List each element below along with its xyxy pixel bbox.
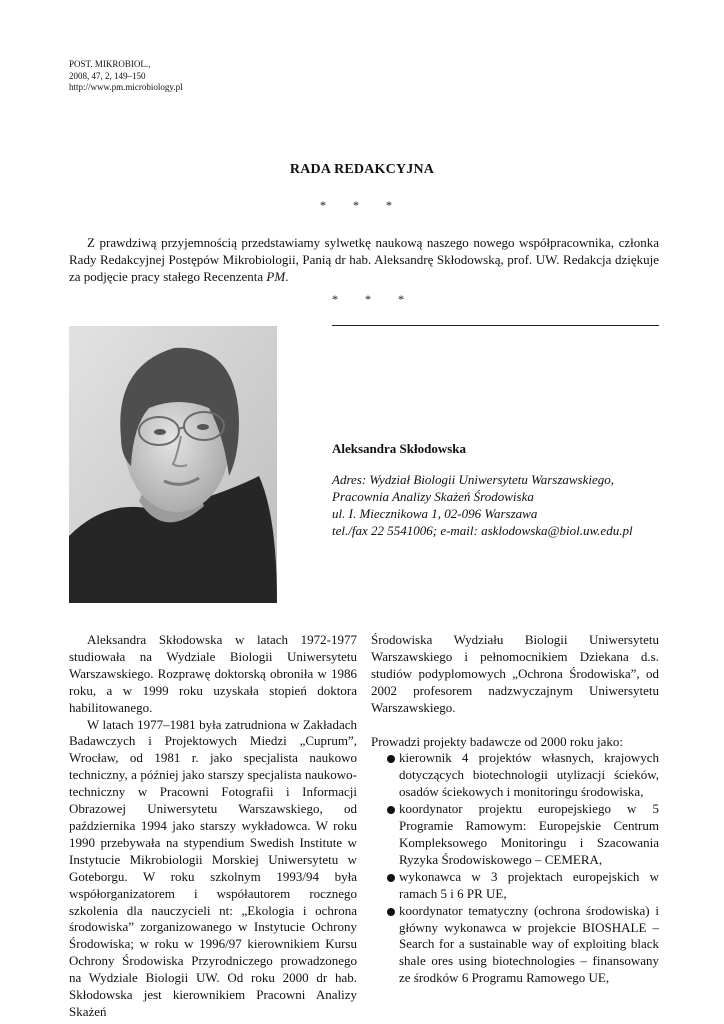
projects-intro: Prowadzi projekty badawcze od 2000 roku jako: <box>371 733 623 749</box>
journal-issue: 2008, 47, 2, 149–150 <box>69 70 146 81</box>
bullet-icon <box>387 806 395 814</box>
portrait-illustration <box>69 326 277 603</box>
bullet-icon <box>387 908 395 916</box>
page-title: RADA REDAKCYJNA <box>289 162 435 177</box>
address-line: Pracownia Analizy Skażeń Środowiska <box>332 489 534 504</box>
address-line: ul. I. Miecznikowa 1, 02-096 Warszawa <box>332 506 538 521</box>
address-line: Adres: Wydział Biologii Uniwersytetu Warszawskiego, <box>332 472 615 487</box>
intro-paragraph <box>69 234 659 285</box>
intro-journal-abbr: PM <box>266 269 286 284</box>
separator-bottom: * * * <box>332 292 416 306</box>
list-item: koordynator projektu europejskiego w 5 Programie Ramowym: Europejskie Centrum Kompleksowego Monitoringu i Szacowania Ryzyka Środowiskowego – CEMERA, <box>371 801 659 869</box>
left-column <box>69 632 357 1021</box>
separator-top: * * * <box>320 198 404 212</box>
list-item: kierownik 4 projektów własnych, krajowych dotyczących biotechnologii utylizacji ścieków, osadów ściekowych i monitoringu środowiska, <box>371 750 659 801</box>
contact-line: tel./fax 22 5541006; e-mail: asklodowska@biol.uw.edu.pl <box>332 523 633 538</box>
bio-paragraph: Aleksandra Skłodowska w latach 1972-1977 studiowała na Wydziale Biologii Uniwersytetu Warszawskiego. Rozprawę doktorską obroniła w 1986 roku, a w 1999 roku uzyskała stopień doktora habilitowanego. <box>69 632 357 715</box>
intro-end: . <box>285 269 289 284</box>
bio-continuation: Środowiska Wydziału Biologii Uniwersytetu Warszawskiego i pełnomocnikiem Dziekana d.s. studiów podyplomowych „Ochrona Środowiska”, od 2002 profesorem nadzwyczajnym Uniwersytetu Warszawskiego. <box>371 632 659 715</box>
portrait-photo <box>69 326 277 603</box>
bio-paragraph: W latach 1977–1981 była zatrudniona w Zakładach Badawczych i Projektowych Miedzi „Cuprum”, Wrocław, od 1981 r. jako specjalista naukowo techniczny, a później jako starszy specjalista naukowo-techniczny w Pracowni Fotografii i Informacji Obrazowej Uniwersytetu Warszawskiego, od października 1994 jako starszy wykładowca. W roku 1990 przebywała na stypendium Swedish Institute w Instytucie Mikrobiologii Morskiej Uniwersytetu w Goteborgu. W roku szkolnym 1993/94 była współorganizatorem i współautorem rocznego szkolenia dla nauczycieli nt: „Ekologia i ochrona środowiska” zorganizowanego w Instytucie Ochrony Środowiska; w roku w 1996/97 kierownikiem Kursu Ochrony Środowiska Przyrodniczego prowadzonego na Wydziale Biologii UW. Od roku 2000 dr hab. Skłodowska jest kierownikiem Pracowni Analizy Skażeń <box>69 716 357 1019</box>
list-item: koordynator tematyczny (ochrona środowiska) i główny wykonawca w projekcie BIOSHALE – Search for a sustainable way of exploiting black shale ores using biotechnologies – finansowany ze środków 6 Programu Ramowego UE, <box>371 903 659 988</box>
projects-list <box>371 750 659 987</box>
divider-line <box>332 325 659 326</box>
journal-header <box>69 59 183 94</box>
bullet-icon <box>387 755 395 763</box>
intro-text: Z prawdziwą przyjemnością przedstawiamy sylwetkę naukową naszego nowego współpracownika, członka Rady Redakcyjnej Postępów Mikrobiologii, Panią dr hab. Aleksandrę Skłodowską, prof. UW. Redakcja dziękuje za podjęcie pracy stałego Recenzenta <box>69 235 659 284</box>
list-item: wykonawca w 3 projektach europejskich w ramach 5 i 6 PR UE, <box>371 869 659 903</box>
right-column <box>371 632 659 987</box>
person-address <box>332 471 633 539</box>
person-name: Aleksandra Skłodowska <box>332 441 467 456</box>
journal-url: http://www.pm.microbiology.pl <box>69 82 183 92</box>
journal-name: POST. MIKROBIOL., <box>69 59 151 69</box>
bullet-icon <box>387 874 395 882</box>
